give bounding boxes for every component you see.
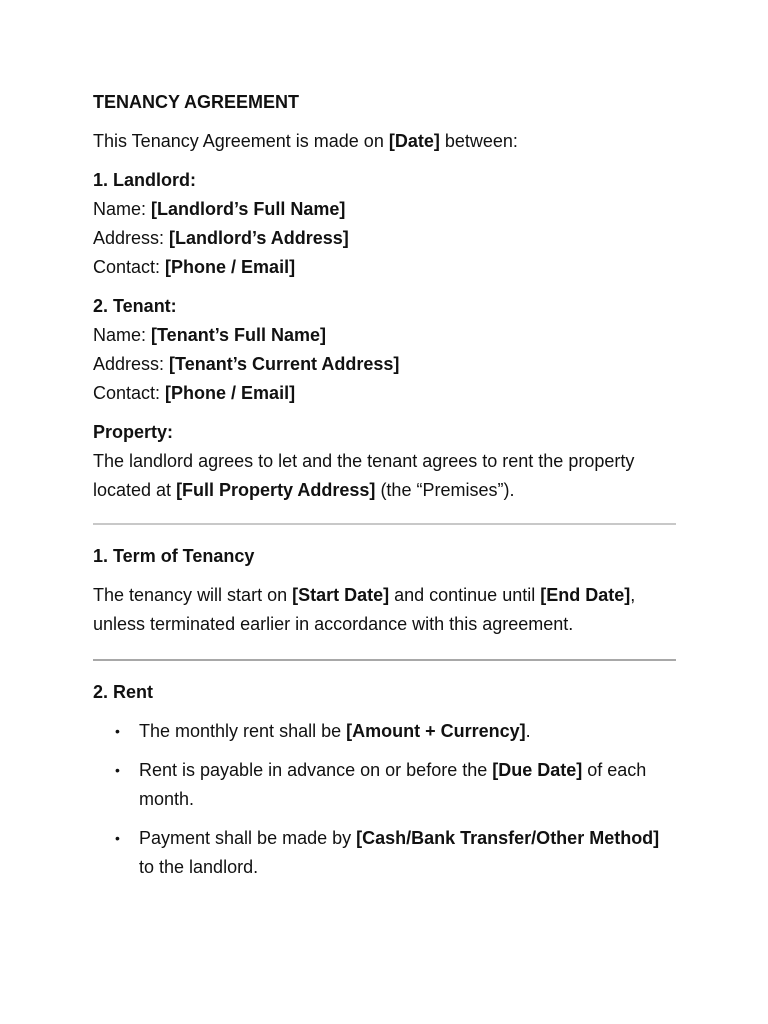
term-middle: and continue until xyxy=(389,585,541,605)
term-paragraph xyxy=(93,581,676,639)
rent-bullet-list xyxy=(93,717,676,882)
term-suffix: , unless terminated earlier in accordance with this agreement. xyxy=(93,585,636,634)
property-text-suffix: (the “Premises”). xyxy=(375,480,515,500)
bullet-icon: • xyxy=(115,830,120,846)
intro-suffix: between: xyxy=(439,131,518,151)
rent-bullet-prefix: The monthly rent shall be xyxy=(139,721,347,741)
tenant-contact-line xyxy=(93,379,676,408)
landlord-address-placeholder: [Landlord’s Address] xyxy=(169,228,349,248)
rent-heading: 2. Rent xyxy=(93,682,154,702)
term-start-date-placeholder: [Start Date] xyxy=(292,585,390,605)
term-prefix: The tenancy will start on xyxy=(93,585,293,605)
section-divider xyxy=(93,659,676,661)
bullet-icon: • xyxy=(115,723,120,739)
landlord-heading: 1. Landlord: xyxy=(93,170,196,190)
rent-bullet-suffix: to the landlord. xyxy=(139,857,259,877)
landlord-name-line xyxy=(93,195,676,224)
rent-bullet-item xyxy=(93,756,676,814)
rent-bullet-item xyxy=(93,717,676,746)
rent-bullet-prefix: Payment shall be made by xyxy=(139,828,357,848)
landlord-section xyxy=(93,166,676,282)
landlord-address-line xyxy=(93,224,676,253)
term-end-date-placeholder: [End Date] xyxy=(540,585,631,605)
property-heading: Property: xyxy=(93,422,174,442)
term-heading: 1. Term of Tenancy xyxy=(93,546,255,566)
tenant-name-line xyxy=(93,321,676,350)
rent-bullet-placeholder: [Cash/Bank Transfer/Other Method] xyxy=(356,828,660,848)
document-title: TENANCY AGREEMENT xyxy=(93,92,300,112)
rent-bullet-suffix: of each month. xyxy=(139,760,647,809)
tenant-address-label: Address: xyxy=(93,354,170,374)
tenant-heading: 2. Tenant: xyxy=(93,296,177,316)
tenant-contact-placeholder: [Phone / Email] xyxy=(165,383,296,403)
rent-bullet-item xyxy=(93,824,676,882)
landlord-contact-placeholder: [Phone / Email] xyxy=(165,257,296,277)
tenant-section xyxy=(93,292,676,408)
property-address-placeholder: [Full Property Address] xyxy=(176,480,376,500)
document-body xyxy=(93,88,676,892)
landlord-contact-line xyxy=(93,253,676,282)
intro-prefix: This Tenancy Agreement is made on xyxy=(93,131,389,151)
rent-bullet-placeholder: [Amount + Currency] xyxy=(346,721,526,741)
rent-bullet-suffix: . xyxy=(525,721,531,741)
property-section xyxy=(93,418,676,505)
landlord-contact-label: Contact: xyxy=(93,257,166,277)
section-divider xyxy=(93,523,676,525)
landlord-address-label: Address: xyxy=(93,228,170,248)
tenant-address-line xyxy=(93,350,676,379)
property-paragraph xyxy=(93,447,676,505)
landlord-name-placeholder: [Landlord’s Full Name] xyxy=(151,199,346,219)
tenant-name-placeholder: [Tenant’s Full Name] xyxy=(151,325,327,345)
tenant-address-placeholder: [Tenant’s Current Address] xyxy=(169,354,400,374)
rent-bullet-placeholder: [Due Date] xyxy=(492,760,583,780)
bullet-icon: • xyxy=(115,762,120,778)
rent-bullet-prefix: Rent is payable in advance on or before the xyxy=(139,760,493,780)
tenant-name-label: Name: xyxy=(93,325,152,345)
intro-date-placeholder: [Date] xyxy=(388,131,440,151)
tenant-contact-label: Contact: xyxy=(93,383,166,403)
intro-paragraph xyxy=(93,127,676,156)
property-text-prefix: The landlord agrees to let and the tenant agrees to rent the property located at xyxy=(93,451,635,500)
landlord-name-label: Name: xyxy=(93,199,152,219)
